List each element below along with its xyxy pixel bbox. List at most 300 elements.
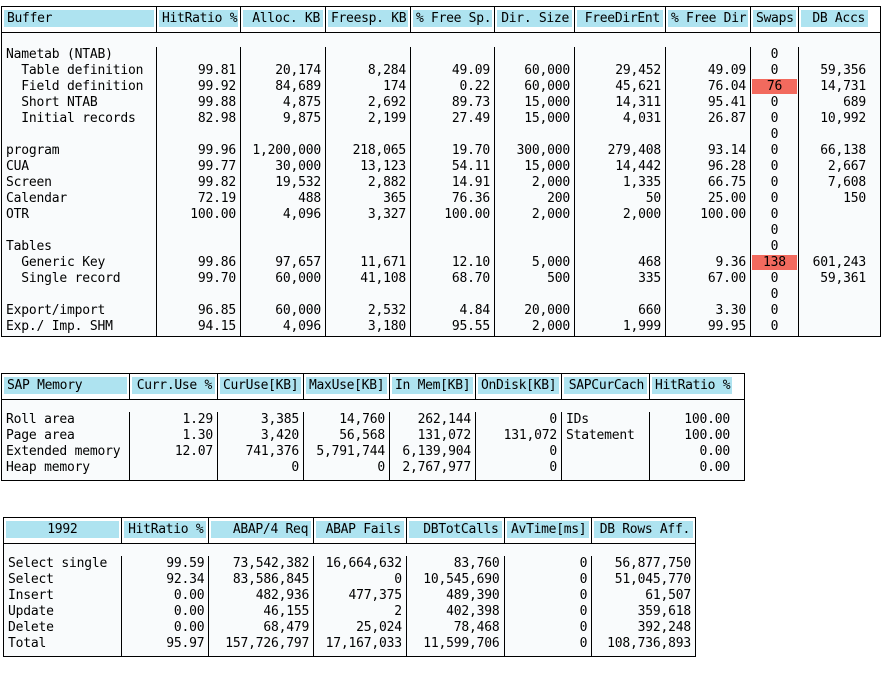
table-cell: 16,664,632	[325, 556, 402, 571]
table-cell	[751, 79, 798, 95]
table-cell: 68.70	[451, 271, 490, 286]
table-cell: Roll area	[6, 412, 75, 427]
column-header[interactable]	[4, 518, 122, 543]
table-cell: 15,000	[524, 159, 570, 174]
table-cell: 4.84	[459, 303, 490, 318]
table-cell	[799, 319, 870, 335]
table-cell	[241, 127, 325, 143]
table-cell: 49.09	[707, 63, 746, 78]
table-cell: Total	[8, 636, 47, 651]
table-cell	[575, 127, 665, 143]
table-column	[2, 47, 157, 336]
column-header-label: Swaps	[753, 10, 796, 27]
table-cell	[799, 287, 870, 303]
table-cell: 100.00	[190, 207, 236, 222]
table-cell: Update	[8, 604, 54, 619]
sql-body	[4, 556, 695, 656]
table-cell: 99.95	[707, 319, 746, 334]
table-cell: 477,375	[348, 588, 402, 603]
table-column	[411, 47, 495, 336]
table-cell: Exp./ Imp. SHM	[6, 319, 113, 334]
column-header-label: SAPCurCach	[564, 377, 647, 394]
column-header-label: 1992	[6, 521, 119, 538]
table-cell: 2,882	[367, 175, 406, 190]
table-cell: 99.88	[197, 95, 236, 110]
table-cell: 0.00	[699, 444, 730, 459]
table-cell: 0	[770, 63, 779, 78]
table-cell: 84,689	[275, 79, 321, 94]
table-cell: 45,621	[615, 79, 661, 94]
sql-table	[3, 517, 696, 657]
column-header-label: DB Accs	[801, 10, 868, 27]
table-cell: 4,096	[282, 207, 321, 222]
table-cell: 99.92	[197, 79, 236, 94]
table-cell: 56,877,750	[614, 556, 692, 571]
table-cell: 60,000	[275, 271, 321, 286]
table-cell: 10,992	[820, 111, 866, 126]
table-cell	[157, 223, 240, 239]
column-header[interactable]	[495, 7, 575, 32]
column-header-label: HitRatio %	[159, 10, 238, 27]
table-cell: Nametab (NTAB)	[6, 47, 113, 62]
table-cell: 200	[547, 191, 570, 206]
column-header-label: MaxUse[KB]	[306, 377, 387, 394]
table-cell: 689	[843, 95, 866, 110]
table-cell: Tables	[6, 239, 52, 254]
table-cell: 0	[770, 111, 779, 126]
column-header[interactable]	[122, 518, 210, 543]
table-cell: Delete	[8, 620, 54, 635]
table-cell: 83,586,845	[232, 572, 310, 587]
table-cell: 14,760	[339, 412, 385, 427]
table-cell: 131,072	[503, 428, 557, 443]
table-cell: 365	[383, 191, 406, 206]
table-cell: 279,408	[607, 143, 661, 158]
table-cell: 97,657	[275, 255, 321, 270]
table-cell: 12.07	[174, 444, 213, 459]
column-header[interactable]	[326, 7, 411, 32]
table-cell: 50	[645, 191, 661, 206]
table-column	[505, 556, 593, 656]
table-column	[476, 412, 562, 480]
table-cell: 0	[770, 143, 779, 158]
table-cell: 95.55	[451, 319, 490, 334]
table-column	[314, 556, 407, 656]
column-header[interactable]	[2, 7, 157, 32]
table-cell	[495, 127, 574, 143]
table-column	[326, 47, 411, 336]
column-header[interactable]	[390, 374, 476, 399]
column-header-label: DBTotCalls	[409, 521, 502, 538]
table-cell	[2, 223, 156, 239]
table-cell: 482,936	[255, 588, 310, 603]
table-cell: Generic Key	[6, 255, 106, 270]
table-cell: 0	[770, 303, 779, 318]
column-header-label: % Free Dir	[668, 10, 748, 27]
table-cell: IDs	[566, 412, 589, 427]
buffer-body	[2, 47, 880, 336]
table-cell: 17,167,033	[325, 636, 402, 651]
table-cell: 0	[770, 207, 779, 222]
column-header[interactable]	[218, 374, 304, 399]
table-cell: 601,243	[812, 255, 866, 270]
column-header-label: ABAP/4 Req	[211, 521, 311, 538]
table-cell	[666, 239, 750, 255]
table-cell: 25.00	[707, 191, 746, 206]
table-cell	[666, 287, 750, 303]
table-cell: Table definition	[6, 63, 144, 78]
table-cell: 0	[770, 223, 779, 238]
sap-memory-body	[2, 412, 744, 480]
table-cell: 92.34	[166, 572, 205, 587]
table-column	[4, 556, 122, 656]
table-cell: 49.09	[451, 63, 490, 78]
table-cell: Select	[8, 572, 54, 587]
table-cell	[666, 223, 750, 239]
table-cell: 19,532	[275, 175, 321, 190]
column-header[interactable]	[562, 374, 650, 399]
table-cell: 8,284	[367, 63, 406, 78]
column-header-label: HitRatio %	[652, 377, 732, 394]
table-cell: 0	[770, 159, 779, 174]
table-cell	[799, 47, 870, 63]
table-cell: 96.85	[197, 303, 236, 318]
table-cell	[575, 47, 665, 63]
table-cell: 1,335	[622, 175, 661, 190]
table-cell	[751, 255, 798, 271]
table-cell: 0	[579, 588, 588, 603]
table-cell: Statement	[566, 428, 635, 443]
table-cell: 14,311	[615, 95, 661, 110]
table-column	[666, 47, 751, 336]
column-header[interactable]	[505, 518, 593, 543]
table-cell	[411, 239, 494, 255]
table-cell: 2,000	[531, 175, 570, 190]
table-cell: 99.70	[197, 271, 236, 286]
table-column	[407, 556, 505, 656]
table-cell: 41,108	[360, 271, 406, 286]
table-cell: 157,726,797	[225, 636, 310, 651]
table-cell	[562, 460, 649, 476]
table-cell	[241, 239, 325, 255]
column-header[interactable]	[476, 374, 562, 399]
table-cell: 0	[549, 412, 557, 427]
table-cell: 2,692	[367, 95, 406, 110]
table-cell: 25,024	[356, 620, 402, 635]
column-header[interactable]	[241, 7, 326, 32]
table-cell	[666, 47, 750, 63]
table-cell: 2,000	[622, 207, 661, 222]
table-cell: 73,542,382	[232, 556, 310, 571]
table-cell: 99.82	[197, 175, 236, 190]
table-cell: 0	[770, 127, 779, 142]
table-cell: 174	[383, 79, 406, 94]
table-cell: 1,999	[622, 319, 661, 334]
table-cell: 0	[770, 95, 779, 110]
sap-memory-table	[1, 373, 745, 481]
table-cell: 741,376	[245, 444, 299, 459]
buffer-table	[1, 6, 881, 337]
column-header-label: CurUse[KB]	[220, 377, 301, 394]
table-cell: 0	[770, 287, 779, 302]
table-cell: 392,248	[637, 620, 692, 635]
table-column	[390, 412, 476, 480]
table-column	[495, 47, 575, 336]
table-cell	[326, 287, 410, 303]
table-cell	[575, 239, 665, 255]
table-cell: Heap memory	[6, 460, 90, 475]
table-cell	[575, 287, 665, 303]
table-cell: 72.19	[197, 191, 236, 206]
table-cell: 0.00	[173, 588, 205, 603]
table-cell: 78,468	[453, 620, 500, 635]
table-cell: 0	[291, 460, 299, 475]
table-cell: 0	[549, 444, 557, 459]
table-cell: 4,875	[282, 95, 321, 110]
table-cell: 0.00	[173, 604, 205, 619]
table-cell: 99.59	[166, 556, 205, 571]
table-column	[650, 412, 734, 480]
table-cell: 3,327	[367, 207, 406, 222]
table-cell: 218,065	[352, 143, 406, 158]
table-cell: Export/import	[6, 303, 106, 318]
table-cell: 3,180	[367, 319, 406, 334]
column-header[interactable]	[407, 518, 505, 543]
table-cell: 66,138	[820, 143, 866, 158]
table-cell: 94.15	[197, 319, 236, 334]
table-cell: 19.70	[451, 143, 490, 158]
column-header[interactable]	[314, 518, 407, 543]
table-cell: 1,200,000	[252, 143, 321, 158]
table-cell	[241, 223, 325, 239]
table-cell	[2, 287, 156, 303]
table-cell	[411, 47, 494, 63]
table-cell: 108,736,893	[607, 636, 692, 651]
table-column	[209, 556, 314, 656]
column-header-label: FreeDirEnt	[577, 10, 663, 27]
table-cell: 0	[770, 175, 779, 190]
table-cell: 100.00	[684, 428, 730, 443]
table-cell: 20,000	[524, 303, 570, 318]
table-cell: 0	[770, 191, 779, 206]
column-header-label: OnDisk[KB]	[478, 377, 559, 394]
table-cell: 488	[298, 191, 321, 206]
table-cell: 5,791,744	[316, 444, 385, 459]
table-cell: 93.14	[707, 143, 746, 158]
table-cell: OTR	[6, 207, 29, 222]
table-cell: 100.00	[700, 207, 746, 222]
table-cell	[495, 287, 574, 303]
column-header-label: In Mem[KB]	[392, 377, 473, 394]
column-header[interactable]	[592, 518, 695, 543]
column-header[interactable]	[666, 7, 751, 32]
table-cell: 3,385	[260, 412, 299, 427]
table-column	[2, 412, 130, 480]
table-cell	[799, 223, 870, 239]
table-cell: 0	[549, 460, 557, 475]
table-cell: Insert	[8, 588, 54, 603]
column-header[interactable]	[650, 374, 734, 399]
table-cell: 468	[638, 255, 661, 270]
table-cell: 100.00	[444, 207, 490, 222]
column-header-label: HitRatio %	[124, 521, 207, 538]
table-column	[562, 412, 650, 480]
column-header-label: ABAP Fails	[316, 521, 404, 538]
table-cell: 2,667	[827, 159, 866, 174]
table-cell: 60,000	[524, 79, 570, 94]
table-column	[130, 412, 218, 480]
table-cell	[326, 127, 410, 143]
table-cell: 0	[579, 604, 588, 619]
table-cell	[495, 223, 574, 239]
table-cell	[157, 239, 240, 255]
table-cell: 96.28	[707, 159, 746, 174]
column-header[interactable]	[304, 374, 390, 399]
table-cell: 359,618	[637, 604, 692, 619]
table-cell: 0	[394, 572, 402, 587]
table-cell: 2,000	[531, 207, 570, 222]
table-cell: 402,398	[446, 604, 500, 619]
table-cell	[799, 127, 870, 143]
table-cell: 500	[547, 271, 570, 286]
table-cell	[326, 223, 410, 239]
table-cell: 7,608	[827, 175, 866, 190]
table-column	[157, 47, 241, 336]
table-cell: Single record	[6, 271, 121, 286]
table-cell: 0	[770, 271, 779, 286]
table-cell: Initial records	[6, 111, 136, 126]
table-cell: 99.81	[197, 63, 236, 78]
table-cell	[241, 287, 325, 303]
column-header[interactable]	[209, 518, 314, 543]
table-cell: 15,000	[524, 95, 570, 110]
table-cell: 83,760	[453, 556, 500, 571]
swap-warning-badge: 138	[752, 255, 797, 270]
column-header-label: AvTime[ms]	[507, 521, 590, 538]
table-cell: 51,045,770	[614, 572, 692, 587]
column-header[interactable]	[157, 7, 241, 32]
table-cell: 100.00	[684, 412, 730, 427]
table-cell: 2	[394, 604, 402, 619]
column-header[interactable]	[130, 374, 218, 399]
table-cell: 5,000	[531, 255, 570, 270]
table-cell: 0	[579, 636, 588, 651]
table-cell: 0	[377, 460, 385, 475]
column-header-label: SAP Memory	[4, 377, 127, 394]
table-column	[241, 47, 326, 336]
table-cell: 150	[843, 191, 866, 206]
table-cell	[130, 460, 217, 476]
table-cell: 1.29	[182, 412, 213, 427]
table-cell: 14.91	[451, 175, 490, 190]
table-cell: 66.75	[707, 175, 746, 190]
table-cell: 46,155	[263, 604, 310, 619]
table-cell	[2, 127, 156, 143]
table-cell	[411, 127, 494, 143]
table-column	[304, 412, 390, 480]
table-cell: CUA	[6, 159, 29, 174]
table-cell: 26.87	[707, 111, 746, 126]
table-cell: 4,096	[282, 319, 321, 334]
table-cell: 3,420	[260, 428, 299, 443]
sap-memory-header-row	[2, 374, 744, 400]
table-cell: 82.98	[197, 111, 236, 126]
table-cell: 11,599,706	[423, 636, 500, 651]
sql-header-row	[4, 518, 695, 544]
table-cell	[157, 127, 240, 143]
table-cell: 0	[579, 620, 588, 635]
table-cell: 489,390	[446, 588, 500, 603]
table-cell	[575, 223, 665, 239]
table-cell: 59,356	[820, 63, 866, 78]
column-header-label: Dir. Size	[497, 10, 572, 27]
table-cell	[326, 239, 410, 255]
table-cell	[157, 287, 240, 303]
table-cell	[495, 239, 574, 255]
table-column	[751, 47, 799, 336]
table-cell: 67.00	[707, 271, 746, 286]
table-cell: 29,452	[615, 63, 661, 78]
table-cell: 335	[638, 271, 661, 286]
table-cell: 60,000	[275, 303, 321, 318]
table-cell: 13,123	[360, 159, 406, 174]
table-cell: 0	[579, 556, 588, 571]
table-cell: 11,671	[360, 255, 406, 270]
table-cell	[157, 47, 240, 63]
table-cell	[562, 444, 649, 460]
table-cell: 1.30	[182, 428, 213, 443]
table-column	[218, 412, 304, 480]
table-cell: 2,000	[531, 319, 570, 334]
buffer-header-row	[2, 7, 880, 33]
table-cell: 30,000	[275, 159, 321, 174]
table-cell: Select single	[8, 556, 108, 571]
table-cell	[799, 239, 870, 255]
table-cell: 27.49	[451, 111, 490, 126]
column-header[interactable]	[411, 7, 495, 32]
table-cell: 14,442	[615, 159, 661, 174]
table-cell: 61,507	[645, 588, 692, 603]
table-cell	[666, 127, 750, 143]
table-cell: 0.22	[459, 79, 490, 94]
column-header[interactable]	[799, 7, 870, 32]
table-cell: Page area	[6, 428, 75, 443]
table-cell: 0	[770, 47, 779, 62]
table-cell: 4,031	[622, 111, 661, 126]
table-cell	[241, 47, 325, 63]
table-cell: 2,767,977	[402, 460, 471, 475]
column-header[interactable]	[751, 7, 799, 32]
column-header-label: Buffer	[4, 10, 154, 27]
table-cell: 54.11	[451, 159, 490, 174]
table-cell: 262,144	[417, 412, 471, 427]
column-header-label: Alloc. KB	[243, 10, 323, 27]
column-header[interactable]	[575, 7, 666, 32]
column-header[interactable]	[2, 374, 130, 399]
table-cell: program	[6, 143, 60, 158]
table-cell: 0	[579, 572, 588, 587]
table-cell: 59,361	[820, 271, 866, 286]
table-cell: 99.77	[197, 159, 236, 174]
table-cell	[411, 287, 494, 303]
table-cell: Calendar	[6, 191, 68, 206]
table-cell	[799, 303, 870, 319]
table-cell: Short NTAB	[6, 95, 98, 110]
column-header-label: DB Rows Aff.	[594, 521, 693, 538]
table-cell: 2,199	[367, 111, 406, 126]
table-cell: 660	[638, 303, 661, 318]
table-cell: 68,479	[263, 620, 310, 635]
